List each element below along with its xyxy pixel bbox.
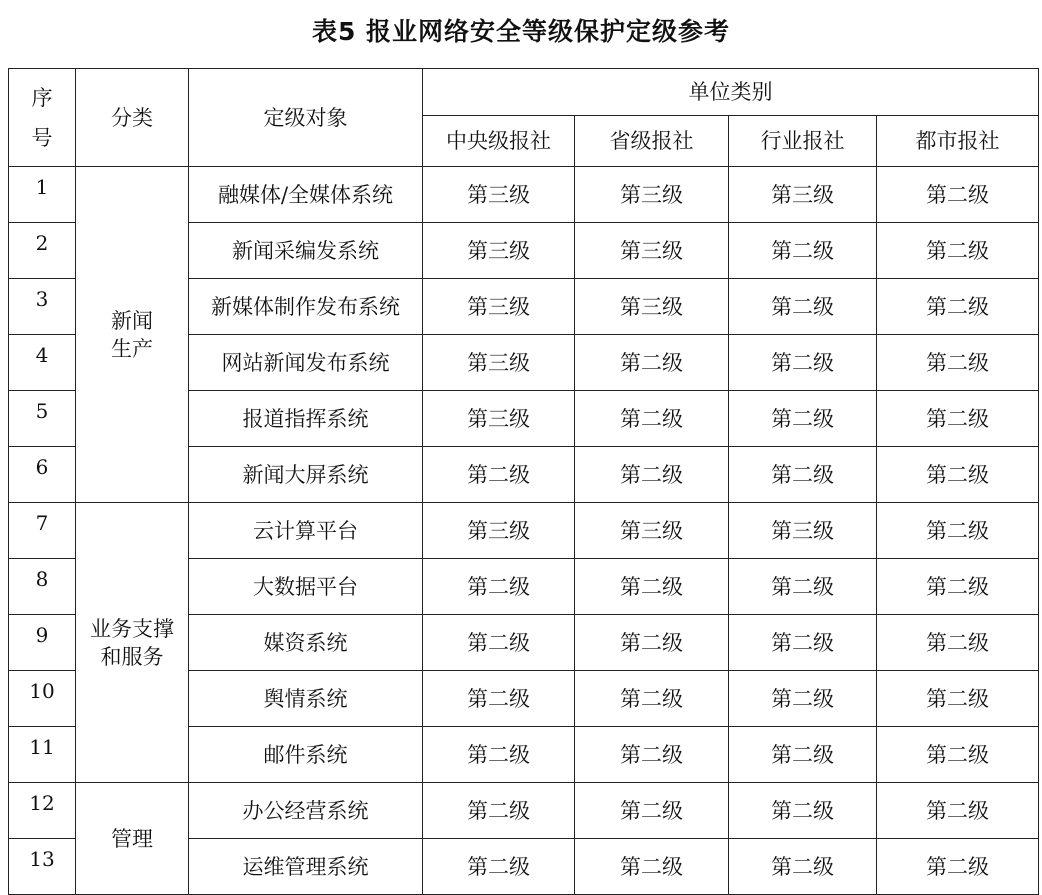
category-business-support <box>76 503 189 783</box>
category-news-production <box>76 167 189 503</box>
level-cell: 第二级 <box>423 615 575 671</box>
row-object: 融媒体/全媒体系统 <box>189 167 423 223</box>
level-cell: 第二级 <box>729 223 877 279</box>
row-object: 新闻大屏系统 <box>189 447 423 503</box>
row-index: 4 <box>9 335 76 391</box>
level-cell: 第二级 <box>729 727 877 783</box>
row-object: 邮件系统 <box>189 727 423 783</box>
category-management <box>76 783 189 895</box>
row-object: 运维管理系统 <box>189 839 423 895</box>
table-row <box>9 783 1039 839</box>
row-index: 11 <box>9 727 76 783</box>
level-cell: 第二级 <box>729 391 877 447</box>
level-cell: 第二级 <box>877 167 1039 223</box>
level-cell: 第三级 <box>423 503 575 559</box>
table-title: 表5 报业网络安全等级保护定级参考 <box>311 17 731 46</box>
level-cell: 第三级 <box>575 167 729 223</box>
row-object: 云计算平台 <box>189 503 423 559</box>
level-cell: 第二级 <box>877 335 1039 391</box>
row-object: 办公经营系统 <box>189 783 423 839</box>
level-cell: 第二级 <box>877 615 1039 671</box>
row-index: 10 <box>9 671 76 727</box>
row-index: 2 <box>9 223 76 279</box>
level-cell: 第三级 <box>423 391 575 447</box>
header-unit-provincial: 省级报社 <box>575 116 729 167</box>
row-index: 7 <box>9 503 76 559</box>
row-index: 8 <box>9 559 76 615</box>
header-unit-central: 中央级报社 <box>423 116 575 167</box>
level-cell: 第二级 <box>575 447 729 503</box>
level-cell: 第三级 <box>575 223 729 279</box>
level-cell: 第二级 <box>877 783 1039 839</box>
level-cell: 第二级 <box>575 335 729 391</box>
level-cell: 第二级 <box>877 447 1039 503</box>
row-object: 报道指挥系统 <box>189 391 423 447</box>
header-unit-type: 单位类别 <box>423 69 1039 116</box>
table-row <box>9 167 1039 223</box>
level-cell: 第三级 <box>423 167 575 223</box>
level-cell: 第三级 <box>729 503 877 559</box>
header-object: 定级对象 <box>189 69 423 167</box>
row-object: 大数据平台 <box>189 559 423 615</box>
header-row-1 <box>9 69 1039 116</box>
level-cell: 第二级 <box>423 559 575 615</box>
row-object: 新媒体制作发布系统 <box>189 279 423 335</box>
category-line: 新闻 <box>111 308 153 333</box>
row-object: 媒资系统 <box>189 615 423 671</box>
header-seq-line1: 序 <box>31 85 53 110</box>
level-cell: 第二级 <box>877 559 1039 615</box>
level-cell: 第二级 <box>877 503 1039 559</box>
level-cell: 第二级 <box>423 447 575 503</box>
level-cell: 第二级 <box>877 839 1039 895</box>
level-cell: 第三级 <box>729 167 877 223</box>
level-cell: 第三级 <box>423 335 575 391</box>
table-row <box>9 503 1039 559</box>
level-cell: 第二级 <box>877 671 1039 727</box>
row-object: 新闻采编发系统 <box>189 223 423 279</box>
level-cell: 第二级 <box>729 279 877 335</box>
level-cell: 第二级 <box>575 391 729 447</box>
row-index: 5 <box>9 391 76 447</box>
level-cell: 第二级 <box>729 615 877 671</box>
level-cell: 第二级 <box>729 839 877 895</box>
level-cell: 第二级 <box>877 279 1039 335</box>
level-cell: 第二级 <box>423 783 575 839</box>
category-line: 管理 <box>111 826 153 851</box>
row-index: 3 <box>9 279 76 335</box>
level-cell: 第二级 <box>729 447 877 503</box>
row-object: 舆情系统 <box>189 671 423 727</box>
header-seq-line2: 号 <box>31 125 53 150</box>
level-cell: 第二级 <box>877 391 1039 447</box>
level-cell: 第二级 <box>877 727 1039 783</box>
level-cell: 第二级 <box>575 727 729 783</box>
level-cell: 第二级 <box>877 223 1039 279</box>
row-index: 9 <box>9 615 76 671</box>
level-cell: 第三级 <box>575 279 729 335</box>
level-cell: 第二级 <box>423 839 575 895</box>
header-unit-metro: 都市报社 <box>877 116 1039 167</box>
category-line: 和服务 <box>100 644 164 669</box>
level-cell: 第二级 <box>729 335 877 391</box>
level-cell: 第二级 <box>729 559 877 615</box>
level-cell: 第二级 <box>575 671 729 727</box>
row-object: 网站新闻发布系统 <box>189 335 423 391</box>
level-cell: 第二级 <box>423 671 575 727</box>
row-index: 13 <box>9 839 76 895</box>
row-index: 12 <box>9 783 76 839</box>
header-unit-industry: 行业报社 <box>729 116 877 167</box>
level-cell: 第二级 <box>575 839 729 895</box>
level-cell: 第二级 <box>575 559 729 615</box>
level-cell: 第三级 <box>423 279 575 335</box>
header-seq <box>9 69 76 167</box>
category-line: 生产 <box>111 336 153 361</box>
level-cell: 第二级 <box>575 615 729 671</box>
row-index: 6 <box>9 447 76 503</box>
level-cell: 第二级 <box>729 783 877 839</box>
category-line: 业务支撑 <box>90 616 174 641</box>
level-cell: 第二级 <box>575 783 729 839</box>
level-cell: 第二级 <box>729 671 877 727</box>
header-category: 分类 <box>76 69 189 167</box>
row-index: 1 <box>9 167 76 223</box>
level-cell: 第二级 <box>423 727 575 783</box>
grading-table <box>8 68 1039 895</box>
level-cell: 第三级 <box>423 223 575 279</box>
level-cell: 第三级 <box>575 503 729 559</box>
